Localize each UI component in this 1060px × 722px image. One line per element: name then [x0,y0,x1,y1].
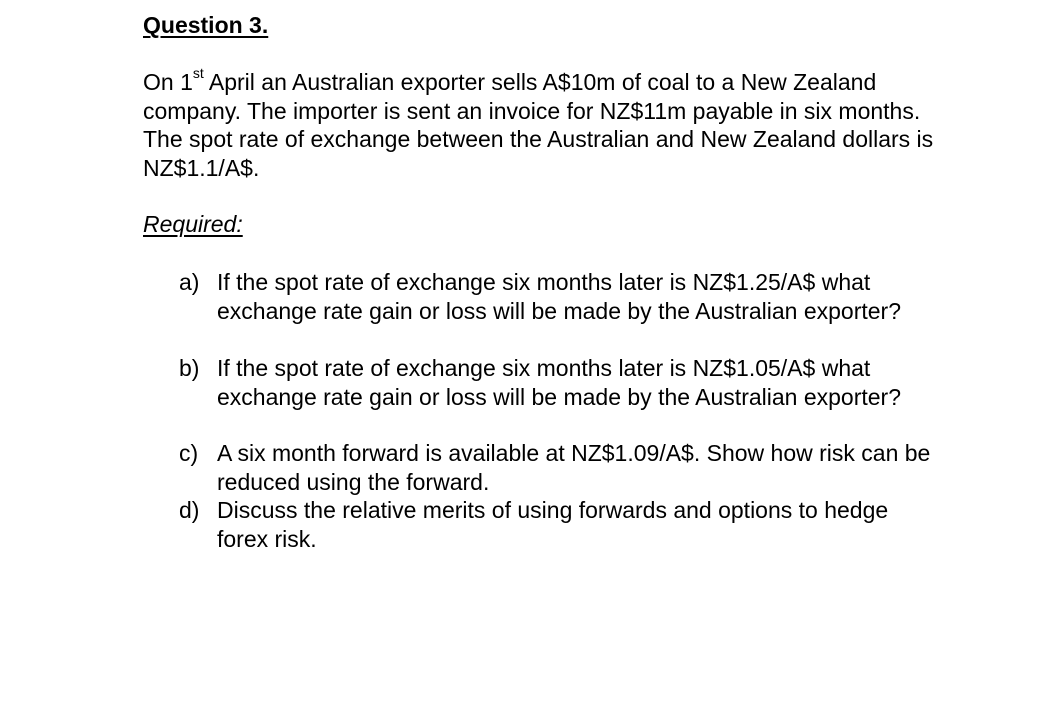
question-line: exchange rate gain or loss will be made by the Australian exporter? [217,297,902,324]
intro-line-4: NZ$1.1/A$. [143,154,260,181]
question-marker: a) [179,269,200,295]
question-line: Discuss the relative merits of using forwards and options to hedge [217,497,889,523]
question-heading: Question 3. [143,12,269,38]
question-line: exchange rate gain or loss will be made by the Australian exporter? [217,383,902,410]
question-marker: c) [179,440,199,466]
intro-paragraph [143,65,1023,182]
question-marker: b) [179,355,200,381]
intro-line-1-pre: On 1 [143,69,193,95]
question-text [217,496,1037,553]
ordinal-superscript: st [192,65,204,82]
question-text [217,439,1037,496]
question-line: reduced using the forward. [217,468,490,495]
intro-line-2: company. The importer is sent an invoice for NZ$11m payable in six months. [143,97,921,124]
intro-line-3: The spot rate of exchange between the Australian and New Zealand dollars is [143,126,934,152]
question-line: If the spot rate of exchange six months later is NZ$1.25/A$ what [217,269,871,295]
intro-line-1-post: April an Australian exporter sells A$10m of coal to a New Zealand [203,69,877,95]
required-label: Required: [143,211,243,237]
question-marker: d) [179,497,200,523]
question-line: If the spot rate of exchange six months later is NZ$1.05/A$ what [217,355,871,381]
question-text [217,268,1037,325]
intro-line-1 [143,65,1023,97]
question-line: A six month forward is available at NZ$1.09/A$. Show how risk can be [217,440,931,466]
question-text [217,354,1037,411]
question-line: forex risk. [217,525,317,552]
